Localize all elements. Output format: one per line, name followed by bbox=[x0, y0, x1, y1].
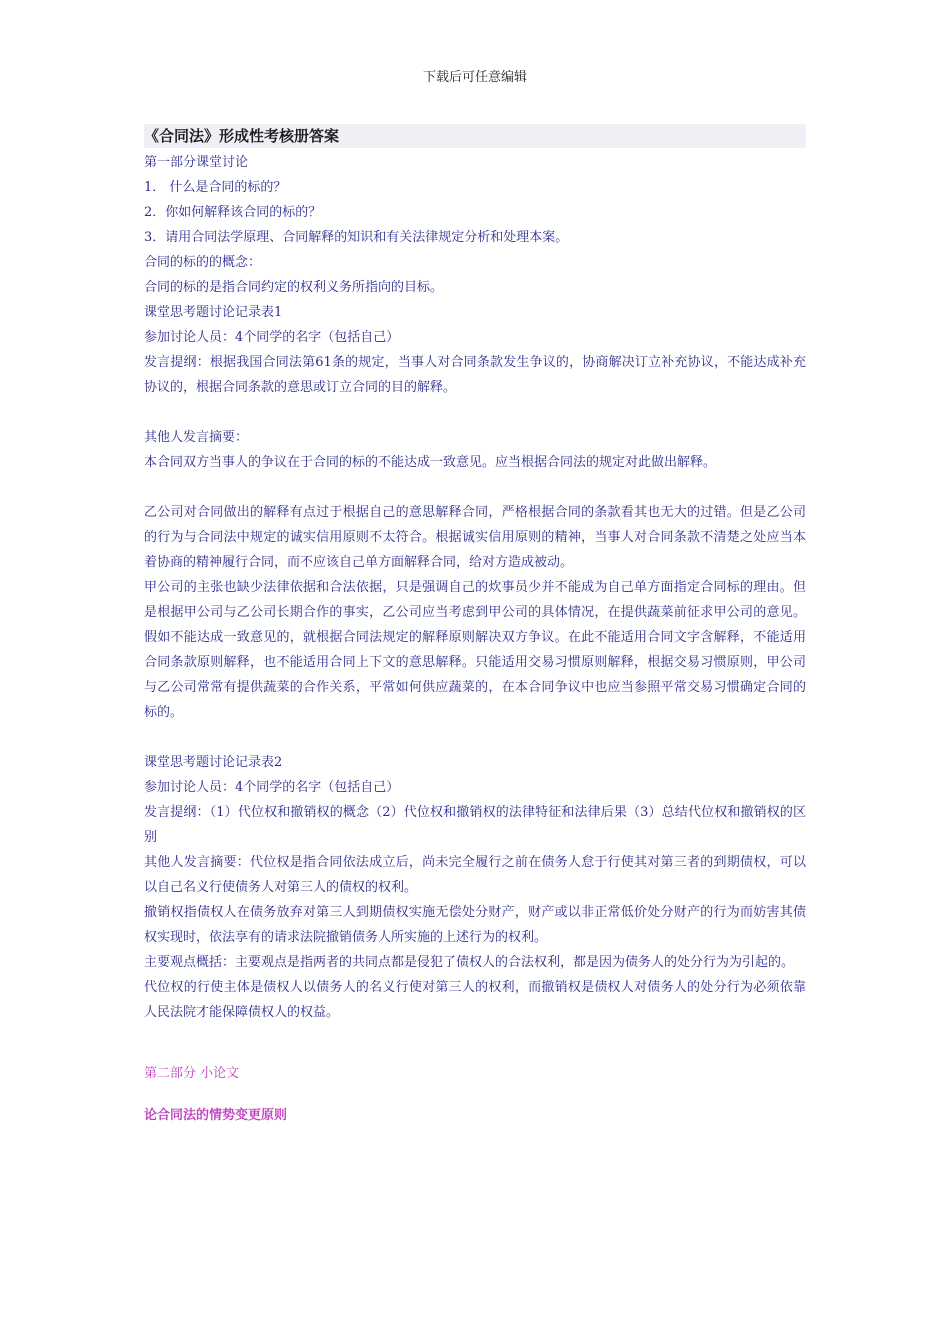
spacer bbox=[144, 400, 806, 425]
record1-others-label: 其他人发言摘要： bbox=[144, 430, 249, 445]
record1-others-text: 本合同双方当事人的争议在于合同的标的不能达成一致意见。应当根据合同法的规定对此做出解释。 bbox=[144, 455, 717, 470]
record2-revocation: 撤销权指债权人在债务放弃对第三人到期债权实施无偿处分财产，财产或以非正常低价处分财产的行为而妨害其债权实现时，依法享有的请求法院撤销债务人所实施的上述行为的权利。 bbox=[144, 905, 806, 945]
spacer bbox=[144, 725, 806, 750]
document-body bbox=[144, 124, 806, 1128]
spacer bbox=[144, 475, 806, 500]
record1-para1: 乙公司对合同做出的解释有点过于根据自己的意思解释合同，严格根据合同的条款看其也无大的过错。但是乙公司的行为与合同法中规定的诚实信用原则不太符合。根据诚实信用原则的精神，当事人对合同条款不清楚之处应当本着协商的精神履行合同，而不应该自己单方面解释合同，给对方造成被动。 bbox=[144, 505, 806, 570]
concept-text: 合同的标的是指合同约定的权利义务所指向的目标。 bbox=[144, 280, 444, 295]
record2-others: 其他人发言摘要：代位权是指合同依法成立后，尚未完全履行之前在债务人怠于行使其对第三者的到期债权，可以以自己名义行使债务人对第三人的债权的权利。 bbox=[144, 855, 806, 895]
record2-prompt: 发言提纲：（1）代位权和撤销权的概念（2）代位权和撤销权的法律特征和法律后果（3）总结代位权和撤销权的区别 bbox=[144, 805, 806, 845]
part1-heading: 第一部分课堂讨论 bbox=[144, 155, 249, 170]
record2-main-points: 主要观点概括：主要观点是指两者的共同点都是侵犯了债权人的合法权利，都是因为债务人的处分行为为引起的。 bbox=[144, 955, 795, 970]
record1-prompt: 发言提纲：根据我国合同法第61条的规定，当事人对合同条款发生争议的，协商解决订立补充协议，不能达成补充协议的，根据合同条款的意思或订立合同的目的解释。 bbox=[144, 355, 806, 395]
page-header: 下载后可任意编辑 bbox=[422, 70, 527, 85]
question-1: 1． 什么是合同的标的？ bbox=[144, 180, 287, 195]
record1-title: 课堂思考题讨论记录表1 bbox=[144, 305, 283, 320]
question-2: 2．你如何解释该合同的标的？ bbox=[144, 205, 322, 220]
record2-title: 课堂思考题讨论记录表2 bbox=[144, 755, 283, 770]
spacer bbox=[144, 1025, 806, 1061]
record1-participants: 参加讨论人员：4个同学的名字（包括自己） bbox=[144, 330, 400, 345]
record2-conclusion: 代位权的行使主体是债权人以债务人的名义行使对第三人的权利，而撤销权是债权人对债务人的处分行为必须依靠人民法院才能保障债权人的权益。 bbox=[144, 980, 806, 1020]
part2-heading: 第二部分 小论文 bbox=[144, 1066, 240, 1081]
essay-title: 论合同法的情势变更原则 bbox=[144, 1108, 288, 1123]
question-3: 3．请用合同法学原理、合同解释的知识和有关法律规定分析和处理本案。 bbox=[144, 230, 569, 245]
record2-participants: 参加讨论人员：4个同学的名字（包括自己） bbox=[144, 780, 400, 795]
document-title: 《合同法》形成性考核册答案 bbox=[144, 124, 806, 148]
concept-label: 合同的标的的概念： bbox=[144, 255, 262, 270]
record1-para2: 甲公司的主张也缺少法律依据和合法依据，只是强调自己的炊事员少并不能成为自己单方面指定合同标的理由。但是根据甲公司与乙公司长期合作的事实，乙公司应当考虑到甲公司的具体情况，在提供蔬菜前征求甲公司的意见。假如不能达成一致意见的，就根据合同法规定的解释原则解决双方争议。在此不能适用合同文字含解释，不能适用合同条款原则解释，也不能适用合同上下文的意思解释。只能适用交易习惯原则解释，根据交易习惯原则，甲公司与乙公司常常有提供蔬菜的合作关系，平常如何供应蔬菜的，在本合同争议中也应当参照平常交易习惯确定合同的标的。 bbox=[144, 580, 806, 720]
